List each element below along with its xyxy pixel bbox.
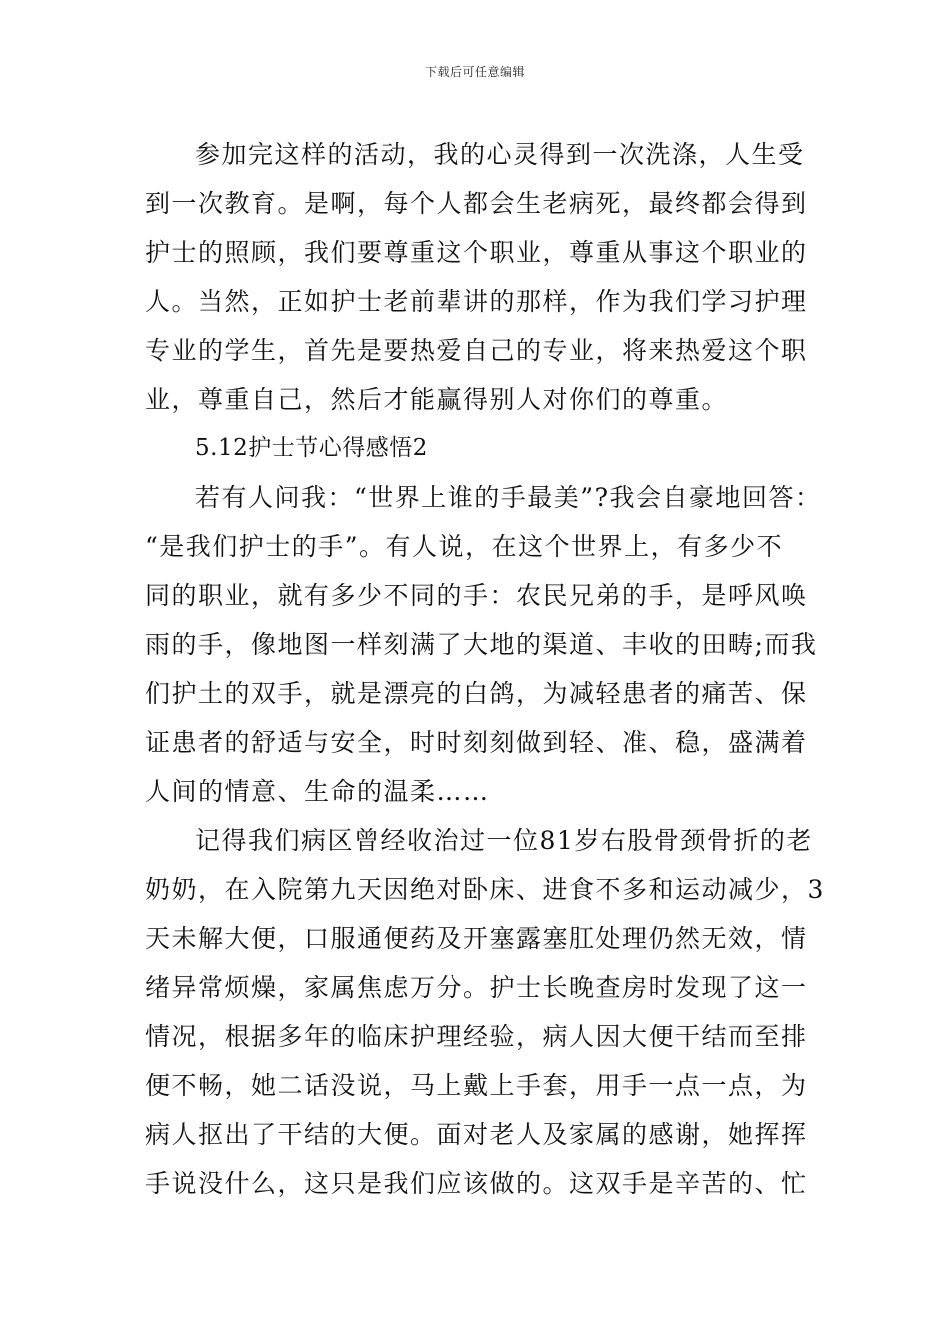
paragraph-2 [145,473,822,816]
text-line: 到一次教育。是啊，每个人都会生老病死，最终都会得到 [145,189,808,218]
text-line: 业，尊重自己，然后才能赢得别人对你们的尊重。 [145,385,729,414]
document-body [145,130,825,1208]
text-line: 病人抠出了干结的大便。面对老人及家属的感谢，她挥挥 [145,1120,808,1149]
text-line: 绪异常烦燥，家属焦虑万分。护士长晚查房时发现了这一 [145,973,808,1002]
text-line: 便不畅，她二话没说，马上戴上手套，用手一点一点，为 [145,1071,808,1100]
text-line: 人间的情意、生命的温柔…… [145,777,490,806]
text-line: 天未解大便，口服通便药及开塞露塞肛处理仍然无效，情 [145,924,808,953]
text-line: “是我们护士的手”。有人说，在这个世界上，有多少不 [145,532,784,561]
text-line: 人。当然，正如护士老前辈讲的那样，作为我们学习护理 [145,287,808,316]
text-line: 同的职业，就有多少不同的手：农民兄弟的手，是呼风唤 [145,581,808,610]
text-line: 专业的学生，首先是要热爱自己的专业，将来热爱这个职 [145,336,808,365]
text-line: 证患者的舒适与安全，时时刻刻做到轻、准、稳，盛满着 [145,728,808,757]
section-heading-text: 5.12护士节心得感悟2 [195,435,428,461]
text-line: 情况，根据多年的临床护理经验，病人因大便干结而至排 [145,1022,808,1051]
text-line: 参加完这样的活动，我的心灵得到一次洗涤，人生受 [195,140,805,169]
text-line: 若有人问我：“世界上谁的手最美”?我会自豪地回答： [195,483,822,512]
text-line: 护士的照顾，我们要尊重这个职业，尊重从事这个职业的 [145,238,808,267]
text-line: 奶奶，在入院第九天因绝对卧床、进食不多和运动减少，3 [145,875,825,904]
text-line: 记得我们病区曾经收治过一位81岁右股骨颈骨折的老 [195,826,813,855]
section-heading [145,424,809,473]
text-line: 雨的手，像地图一样刻满了大地的渠道、丰收的田畴;而我 [145,630,818,659]
text-line: 们护土的双手，就是漂亮的白鸽，为减轻患者的痛苦、保 [145,679,808,708]
paragraph-3 [145,816,825,1208]
text-line: 手说没什么，这只是我们应该做的。这双手是辛苦的、忙 [145,1169,808,1198]
page-header: 下载后可任意编辑 [424,65,525,79]
paragraph-1 [145,130,809,424]
